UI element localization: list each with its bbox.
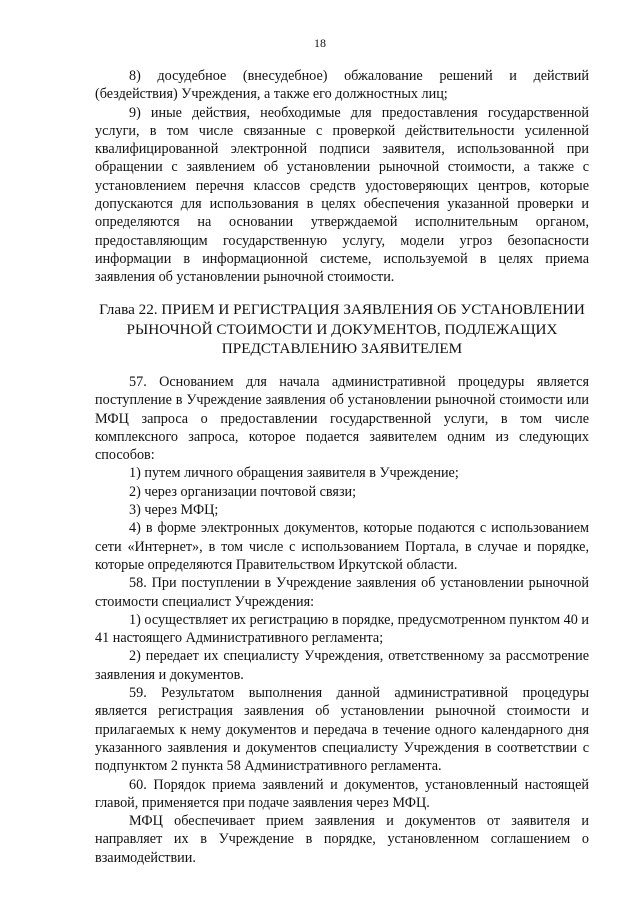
paragraph-item-8: 8) досудебное (внесудебное) обжалование решений и действий (бездействия) Учреждения, а также его должностных лиц; [95,68,589,103]
list-item-registration: 1) осуществляет их регистрацию в порядке, предусмотренном пунктом 40 и 41 настоящего Административного регламента; [95,611,589,647]
paragraph-mfc: МФЦ обеспечивает прием заявления и документов от заявителя и направляет их в Учреждение в порядке, установленном соглашением о взаимодействии. [95,813,589,866]
paragraph-59: 59. Результатом выполнения данной административной процедуры является регистрация заявления об установлении рыночной стоимости и прилагаемых к нему документов и передача в течение одного календарного дня указанного заявления и документов специалисту Учреждения в соответствии с подпунктом 2 пункта 58 Административного регламента. [95,685,589,775]
chapter-title: Глава 22. ПРИЕМ И РЕГИСТРАЦИЯ ЗАЯВЛЕНИЯ ОБ УСТАНОВЛЕНИИ РЫНОЧНОЙ СТОИМОСТИ И ДОКУМЕНТОВ, ПОДЛЕЖАЩИХ ПРЕДСТАВЛЕНИЮ ЗАЯВИТЕЛЕМ [99,301,585,357]
list-item-transfer: 2) передает их специалисту Учреждения, ответственному за рассмотрение заявления и документов. [95,648,589,683]
chapter-body [95,373,589,867]
paragraph-57: 57. Основанием для начала административной процедуры является поступление в Учреждение заявления об установлении рыночной стоимости или МФЦ запроса о предоставлении государственной услуги, в том числе комплексного запроса, которое подается заявителем одним из следующих способов: [95,374,589,464]
page-number: 18 [314,36,326,50]
paragraph-60: 60. Порядок приема заявлений и документов, установленный настоящей главой, применяется при подаче заявления через МФЦ. [95,776,589,811]
list-item-electronic: 4) в форме электронных документов, которые подаются с использованием сети «Интернет», в том числе с использованием Портала, в случае и порядке, которые определяются Правительством Иркутской области. [95,520,589,573]
list-item-post: 2) через организации почтовой связи; [129,483,357,500]
paragraph-item-9: 9) иные действия, необходимые для предоставления государственной услуги, в том числе связанные с проверкой действительности усиленной квалифицированной электронной подписи заявителя, использованной при обращении с заявлением об установлении рыночной стоимости, а также с установлением перечня классов средств удостоверяющих центров, которые допускаются для использования в целях обеспечения указанной проверки и определяются на основании утверждаемой исполнительным органом, предоставляющим государственную услугу, модели угроз безопасности информации в информационной системе, используемой в целях приема заявления об установлении рыночной стоимости. [95,104,589,286]
list-item-personal: 1) путем личного обращения заявителя в Учреждение; [129,465,459,482]
list-item-mfc: 3) через МФЦ; [129,502,219,519]
top-text-block [95,67,589,287]
paragraph-58: 58. При поступлении в Учреждение заявления об установлении рыночной стоимости специалист Учреждения: [95,575,589,610]
